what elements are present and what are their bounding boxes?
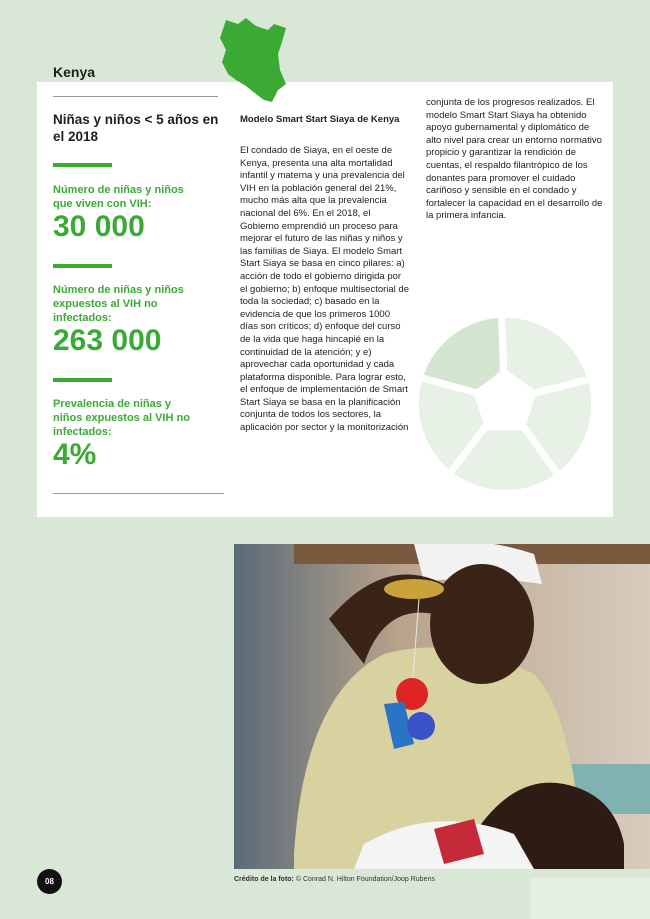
article-text-column-2: conjunta de los progresos realizados. El modelo Smart Start Siaya ha obtenido apoyo gubernamental y diplomático de alto nivel para crear un entorno normativo propicio y garantizar la rendición de cuentas, el respaldo filantrópico de los donantes para promover el cuidado cariñoso y sensible en el condado y fortalecer la capacidad en el desarrollo de la primera infancia.: [426, 97, 603, 222]
corner-decoration: [530, 878, 650, 919]
stat-label-prevalence: Prevalencia de niñas y niños expuestos al VIH no infectados:: [53, 398, 190, 438]
stat-value-prevalence: 4%: [53, 438, 97, 471]
article-text-column-1: El condado de Siaya, en el oeste de Kenya, presenta una alta mortalidad infantil y materna y una prevalencia del VIH en la población general del 21%, mucho más alta que la prevalencia nacional del 6%. En el 2018, el Gobierno emprendió un proceso para mejorar el futuro de las niñas y niños y las familias de Siaya. El modelo Smart Start Siaya se basa en cinco pilares: a) acción de todo el gobierno dirigida por el gobierno; b) enfoque multisectorial de toda la sociedad; c) basado en la evidencia de que los primeros 1000 días son críticos; d) enfoque del curso de la vida que haga hincapié en la continuidad de la atención; y e) aprovechar cada oportunidad y cada plataforma disponible. Para lograr esto, el enfoque de implementación de Smart Start Siaya se basa en la planificación conjunta de todos los sectores, la aplicación por sector y la monitorización: [240, 145, 409, 434]
divider: [53, 493, 224, 494]
photo-mother-and-baby: [234, 544, 650, 869]
five-pillar-wheel-icon: [417, 316, 593, 492]
divider: [53, 96, 218, 97]
stat-label-exposed: Número de niñas y niños expuestos al VIH no infectados:: [53, 284, 184, 324]
article-title: Modelo Smart Start Siaya de Kenya: [240, 114, 400, 125]
country-title: Kenya: [53, 64, 96, 80]
stat-value-exposed: 263 000: [53, 324, 162, 357]
stat-label-hiv: Número de niñas y niños que viven con VIH:: [53, 184, 184, 210]
accent-bar: [53, 264, 112, 268]
page-number: 08: [37, 869, 62, 894]
accent-bar: [53, 378, 112, 382]
stats-heading: Niñas y niños < 5 años en el 2018: [53, 112, 219, 144]
kenya-map-icon: [216, 14, 290, 106]
photo-credit: [234, 876, 435, 883]
accent-bar: [53, 163, 112, 167]
stat-value-hiv: 30 000: [53, 210, 145, 243]
photo-credit-text: © Conrad N. Hilton Foundation/Joop Rubens: [295, 876, 435, 883]
photo-credit-label: Crédito de la foto:: [234, 876, 294, 883]
